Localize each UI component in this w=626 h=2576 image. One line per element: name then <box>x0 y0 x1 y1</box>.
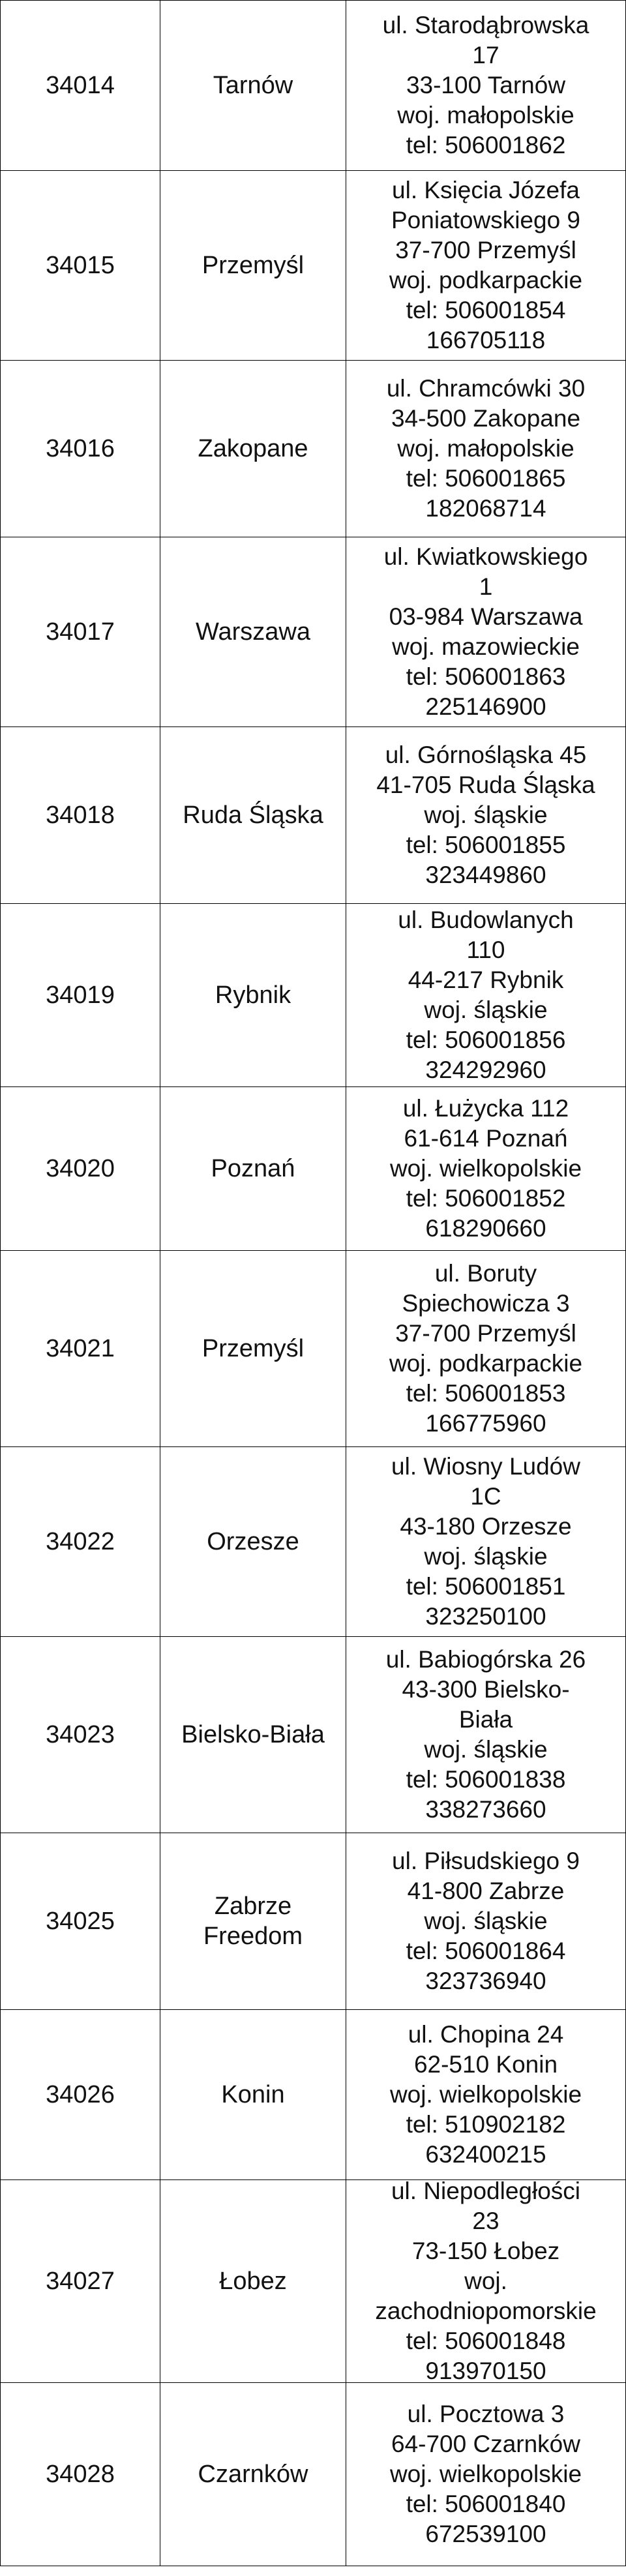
address-line: 1C <box>470 1483 501 1510</box>
address-line: ul. Niepodległości <box>391 2178 580 2204</box>
city-cell: Łobez <box>160 2180 346 2382</box>
address-line: ul. Budowlanych <box>398 906 574 933</box>
address-line: 61-614 Poznań <box>404 1125 568 1152</box>
address-line: ul. Księcia Józefa <box>392 177 580 203</box>
address-line: woj. śląskie <box>424 1908 548 1934</box>
address-line: 33-100 Tarnów <box>406 72 566 98</box>
address-cell <box>346 1251 626 1446</box>
city-cell: Czarnków <box>160 2383 346 2566</box>
address-cell <box>346 904 626 1086</box>
address-line: woj. podkarpackie <box>389 267 583 293</box>
address-line: tel: 510902182 <box>406 2111 566 2138</box>
address-line: Biała <box>458 1706 513 1733</box>
address-line: 44-217 Rybnik <box>408 966 564 993</box>
address-cell <box>346 2383 626 2566</box>
address-line: tel: 506001862 <box>406 132 566 158</box>
address-line: tel: 506001864 <box>406 1938 566 1964</box>
table-row <box>0 360 626 537</box>
branch-id-cell: 34023 <box>0 1637 160 1833</box>
table-row <box>0 2179 626 2382</box>
address-line: woj. małopolskie <box>397 102 574 128</box>
address-line: woj. śląskie <box>424 801 548 828</box>
city-cell <box>160 1833 346 2009</box>
address-line: 618290660 <box>425 1215 546 1242</box>
address-line: woj. mazowieckie <box>392 633 580 660</box>
address-cell <box>346 1 626 170</box>
address-line: zachodniopomorskie <box>375 2298 597 2324</box>
address-line: woj. małopolskie <box>397 435 574 462</box>
address-line: 632400215 <box>425 2141 546 2168</box>
table-row <box>0 170 626 360</box>
address-line: Spiechowicza 3 <box>402 1290 570 1317</box>
address-line: 166705118 <box>426 327 546 353</box>
address-line: woj. śląskie <box>424 996 548 1023</box>
address-line: 913970150 <box>425 2358 546 2384</box>
address-line: ul. Boruty <box>434 1260 537 1287</box>
address-line: 182068714 <box>425 495 546 522</box>
table-row <box>0 1446 626 1636</box>
table-row <box>0 903 626 1086</box>
address-line: 73-150 Łobez <box>411 2238 560 2264</box>
city-cell: Poznań <box>160 1087 346 1250</box>
address-line: woj. wielkopolskie <box>389 1155 582 1182</box>
address-line: tel: 506001853 <box>406 1380 566 1407</box>
city-cell: Ruda Śląska <box>160 727 346 903</box>
address-line: woj. śląskie <box>424 1543 548 1570</box>
address-line: 323250100 <box>425 1603 546 1630</box>
address-line: 43-180 Orzesze <box>400 1513 572 1540</box>
table-row <box>0 1636 626 1833</box>
branch-id-cell: 34022 <box>0 1447 160 1636</box>
city-cell: Bielsko-Biała <box>160 1637 346 1833</box>
address-line: woj. wielkopolskie <box>389 2461 582 2487</box>
address-cell <box>346 537 626 726</box>
address-line: 17 <box>472 42 499 68</box>
table-row <box>0 2009 626 2179</box>
branch-id-cell: 34015 <box>0 171 160 360</box>
address-line: ul. Łużycka 112 <box>402 1095 569 1122</box>
table-row <box>0 0 626 170</box>
address-line: 03-984 Warszawa <box>389 603 583 630</box>
city-cell: Warszawa <box>160 537 346 726</box>
address-line: 166775960 <box>425 1410 546 1437</box>
address-cell <box>346 2180 626 2382</box>
address-line: tel: 506001838 <box>406 1766 566 1793</box>
address-cell <box>346 1637 626 1833</box>
address-line: 338273660 <box>425 1796 546 1823</box>
address-line: ul. Wiosny Ludów <box>391 1453 580 1480</box>
branch-id-cell: 34014 <box>0 1 160 170</box>
city-cell: Przemyśl <box>160 1251 346 1446</box>
address-cell <box>346 1447 626 1636</box>
branch-id-cell: 34021 <box>0 1251 160 1446</box>
address-line: ul. Piłsudskiego 9 <box>392 1848 580 1874</box>
address-line: tel: 506001852 <box>406 1185 566 1212</box>
address-line: 324292960 <box>425 1056 546 1083</box>
table-row <box>0 2382 626 2566</box>
table-row <box>0 1833 626 2009</box>
address-line: 43-300 Bielsko- <box>402 1676 570 1703</box>
address-line: tel: 506001854 <box>406 297 566 323</box>
address-line: tel: 506001855 <box>406 831 566 858</box>
city-cell: Orzesze <box>160 1447 346 1636</box>
address-line: 1 <box>479 573 493 600</box>
address-line: tel: 506001863 <box>406 663 566 690</box>
branch-id-cell: 34025 <box>0 1833 160 2009</box>
address-line: ul. Chramcówki 30 <box>386 375 586 402</box>
address-cell <box>346 727 626 903</box>
address-line: ul. Starodąbrowska <box>382 12 589 38</box>
address-line: 323449860 <box>425 861 546 888</box>
address-line: 323736940 <box>425 1968 546 1994</box>
address-line: 64-700 Czarnków <box>391 2431 580 2457</box>
city-cell: Tarnów <box>160 1 346 170</box>
address-cell <box>346 361 626 537</box>
address-line: 672539100 <box>425 2521 546 2547</box>
address-line: tel: 506001865 <box>406 465 566 492</box>
city-cell: Zakopane <box>160 361 346 537</box>
branch-id-cell: 34027 <box>0 2180 160 2382</box>
city-cell: Konin <box>160 2010 346 2179</box>
address-line: tel: 506001851 <box>406 1573 566 1600</box>
address-cell <box>346 171 626 360</box>
address-line: 62-510 Konin <box>413 2051 558 2078</box>
table-row <box>0 537 626 726</box>
branch-id-cell: 34028 <box>0 2383 160 2566</box>
city-line: Freedom <box>203 1923 303 1950</box>
address-line: 37-700 Przemyśl <box>395 237 576 263</box>
table-row <box>0 726 626 903</box>
branch-id-cell: 34016 <box>0 361 160 537</box>
address-line: tel: 506001848 <box>406 2328 566 2354</box>
address-line: 23 <box>472 2208 499 2234</box>
address-line: 37-700 Przemyśl <box>395 1320 576 1347</box>
address-line: Poniatowskiego 9 <box>391 207 581 233</box>
table-row <box>0 1250 626 1446</box>
address-cell <box>346 1087 626 1250</box>
address-line: tel: 506001856 <box>406 1026 566 1053</box>
branch-id-cell: 34020 <box>0 1087 160 1250</box>
table-row <box>0 1086 626 1250</box>
address-line: ul. Chopina 24 <box>408 2021 564 2048</box>
address-line: ul. Babiogórska 26 <box>385 1646 586 1673</box>
address-line: woj. podkarpackie <box>389 1350 583 1377</box>
address-line: woj. <box>464 2268 507 2294</box>
city-cell: Rybnik <box>160 904 346 1086</box>
address-cell <box>346 1833 626 2009</box>
address-line: woj. wielkopolskie <box>389 2081 582 2108</box>
address-line: 41-800 Zabrze <box>407 1878 565 1904</box>
address-line: woj. śląskie <box>424 1736 548 1763</box>
address-line: ul. Górnośląska 45 <box>385 741 587 768</box>
address-line: 34-500 Zakopane <box>391 405 581 432</box>
address-line: 225146900 <box>425 693 546 720</box>
address-line: tel: 506001840 <box>406 2491 566 2517</box>
address-line: ul. Pocztowa 3 <box>407 2401 565 2427</box>
city-line: Zabrze <box>214 1893 292 1920</box>
address-cell <box>346 2010 626 2179</box>
address-line: 41-705 Ruda Śląska <box>376 771 595 798</box>
branch-id-cell: 34018 <box>0 727 160 903</box>
address-line: ul. Kwiatkowskiego <box>383 543 588 570</box>
branch-id-cell: 34017 <box>0 537 160 726</box>
city-cell: Przemyśl <box>160 171 346 360</box>
branch-id-cell: 34026 <box>0 2010 160 2179</box>
branch-id-cell: 34019 <box>0 904 160 1086</box>
address-line: 110 <box>466 936 505 963</box>
